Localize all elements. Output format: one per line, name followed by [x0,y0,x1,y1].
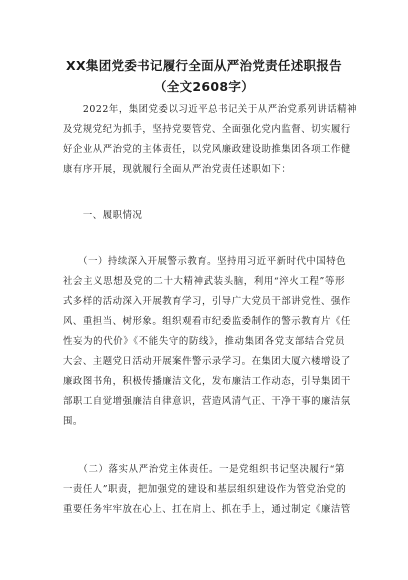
paragraph-line: 一责任人”职责，把加强党的建设和基层组织建设作为管党治党的 [63,484,347,495]
paragraph-line: （一）持续深入开展警示教育。坚持用习近平新时代中国特色 [63,256,347,267]
paragraph-line: 风、重担当、树形象。组织观看市纪委监委制作的警示教育片《任 [63,316,351,327]
paragraph-line: 围。 [63,416,83,427]
paragraph-line: 廉政图书角，积极传播廉洁文化，发布廉洁工作动态，引导集团干 [63,376,351,387]
intro-line: 康有序开展，现就履行全面从严治党责任述职如下： [63,164,292,175]
section-heading: 一、履职情况 [63,210,143,221]
paragraph-line: （二）落实从严治党主体责任。一是党组织书记坚决履行“第 [63,464,345,475]
paragraph-line: 重要任务牢牢放在心上、扛在肩上、抓在手上，通过制定《廉洁管 [63,504,351,515]
paragraph-line: 大会、主题党日活动开展案件警示录学习。在集团大厦六楼增设了 [63,356,351,367]
paragraph-line: 部职工自觉增强廉洁自律意识，营造风清气正、干净干事的廉洁氛 [63,396,351,407]
intro-line: 及党规党纪为抓手，坚持党要管党、全面强化党内监督、切实履行 [63,124,351,135]
intro-line: 好企业从严治党的主体责任，以党风廉政建设助推集团各项工作健 [63,144,351,155]
paragraph-line: 社会主义思想及党的二十大精神武装头脑，利用“淬火工程”等形 [63,276,345,287]
document-subtitle: （全文2608字） [154,79,254,94]
paragraph-line: 式多样的活动深入开展教育学习，引导广大党员干部讲党性、强作 [63,296,351,307]
document-title: XX集团党委书记履行全面从严治党责任述职报告 [66,58,342,73]
paragraph-line: 性妄为的代价》《不能失守的防线》，推动集团各党支部结合党员 [63,336,345,347]
intro-line: 2022年，集团党委以习近平总书记关于从严治党系列讲话精神 [63,104,358,115]
